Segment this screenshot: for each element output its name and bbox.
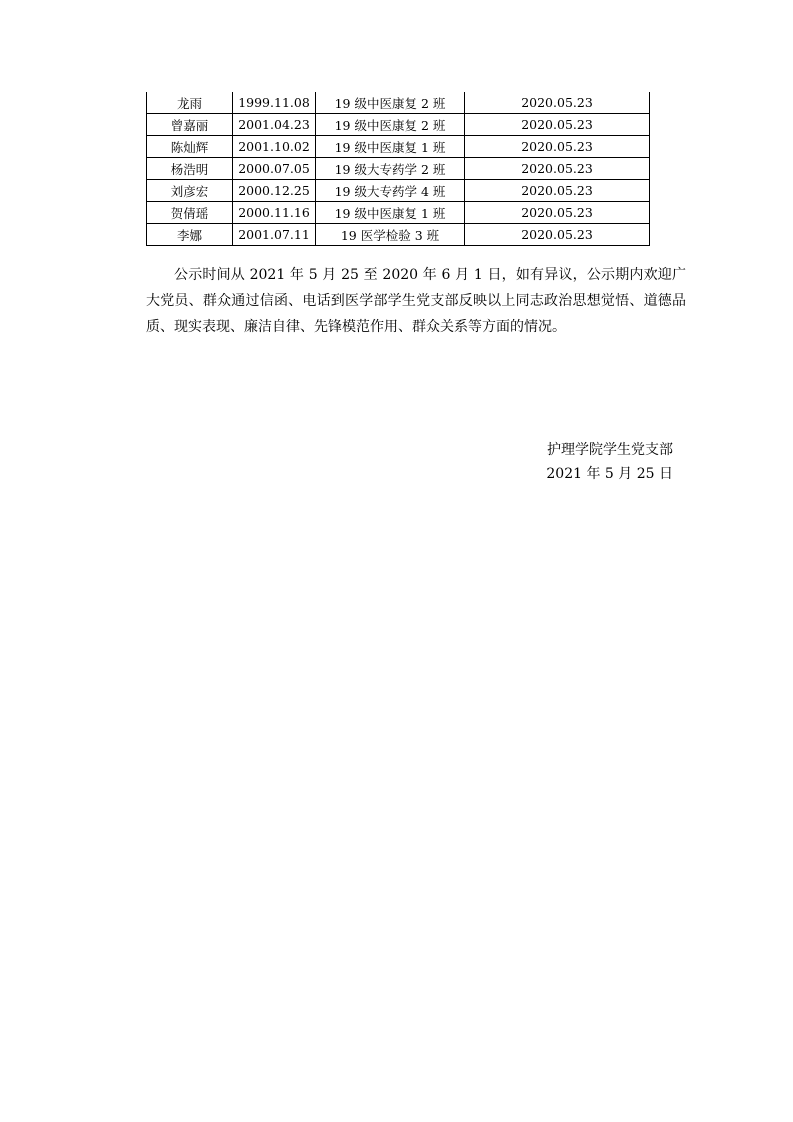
table-row [147,136,650,158]
class-cell: 19 级中医康复 1 班 [316,136,465,158]
notice-paragraph: 公示时间从 2021 年 5 月 25 至 2020 年 6 月 1 日，如有异议，公示期内欢迎广大党员、群众通过信函、电话到医学部学生党支部反映以上同志政治思想觉悟、道德品质、现实表现、廉洁自律、先锋模范作用、群众关系等方面的情况。 [146,267,686,335]
name-cell: 李娜 [147,224,233,246]
table-row [147,224,650,246]
table-row [147,180,650,202]
name-cell: 贺倩瑶 [147,202,233,224]
name-cell: 杨浩明 [147,158,233,180]
table-row [147,158,650,180]
table-row [147,202,650,224]
class-cell: 19 级中医康复 2 班 [316,92,465,114]
date-cell: 2020.05.23 [465,158,650,180]
date-cell: 2020.05.23 [465,92,650,114]
birth-date-cell: 2000.12.25 [233,180,316,202]
signature-organization: 护理学院学生党支部 [547,442,673,458]
roster-table [146,92,650,246]
class-cell: 19 级中医康复 2 班 [316,114,465,136]
birth-date-cell: 2000.11.16 [233,202,316,224]
birth-date-cell: 2000.07.05 [233,158,316,180]
class-cell: 19 级中医康复 1 班 [316,202,465,224]
signature-date: 2021 年 5 月 25 日 [546,466,673,482]
class-cell: 19 医学检验 3 班 [316,224,465,246]
name-cell: 刘彦宏 [147,180,233,202]
birth-date-cell: 1999.11.08 [233,92,316,114]
signature-block [546,438,673,486]
birth-date-cell: 2001.10.02 [233,136,316,158]
date-cell: 2020.05.23 [465,180,650,202]
date-cell: 2020.05.23 [465,136,650,158]
class-cell: 19 级大专药学 2 班 [316,158,465,180]
date-cell: 2020.05.23 [465,202,650,224]
birth-date-cell: 2001.07.11 [233,224,316,246]
table-row [147,114,650,136]
name-cell: 龙雨 [147,92,233,114]
date-cell: 2020.05.23 [465,224,650,246]
class-cell: 19 级大专药学 4 班 [316,180,465,202]
name-cell: 曾嘉丽 [147,114,233,136]
birth-date-cell: 2001.04.23 [233,114,316,136]
name-cell: 陈灿辉 [147,136,233,158]
table-row [147,92,650,114]
date-cell: 2020.05.23 [465,114,650,136]
